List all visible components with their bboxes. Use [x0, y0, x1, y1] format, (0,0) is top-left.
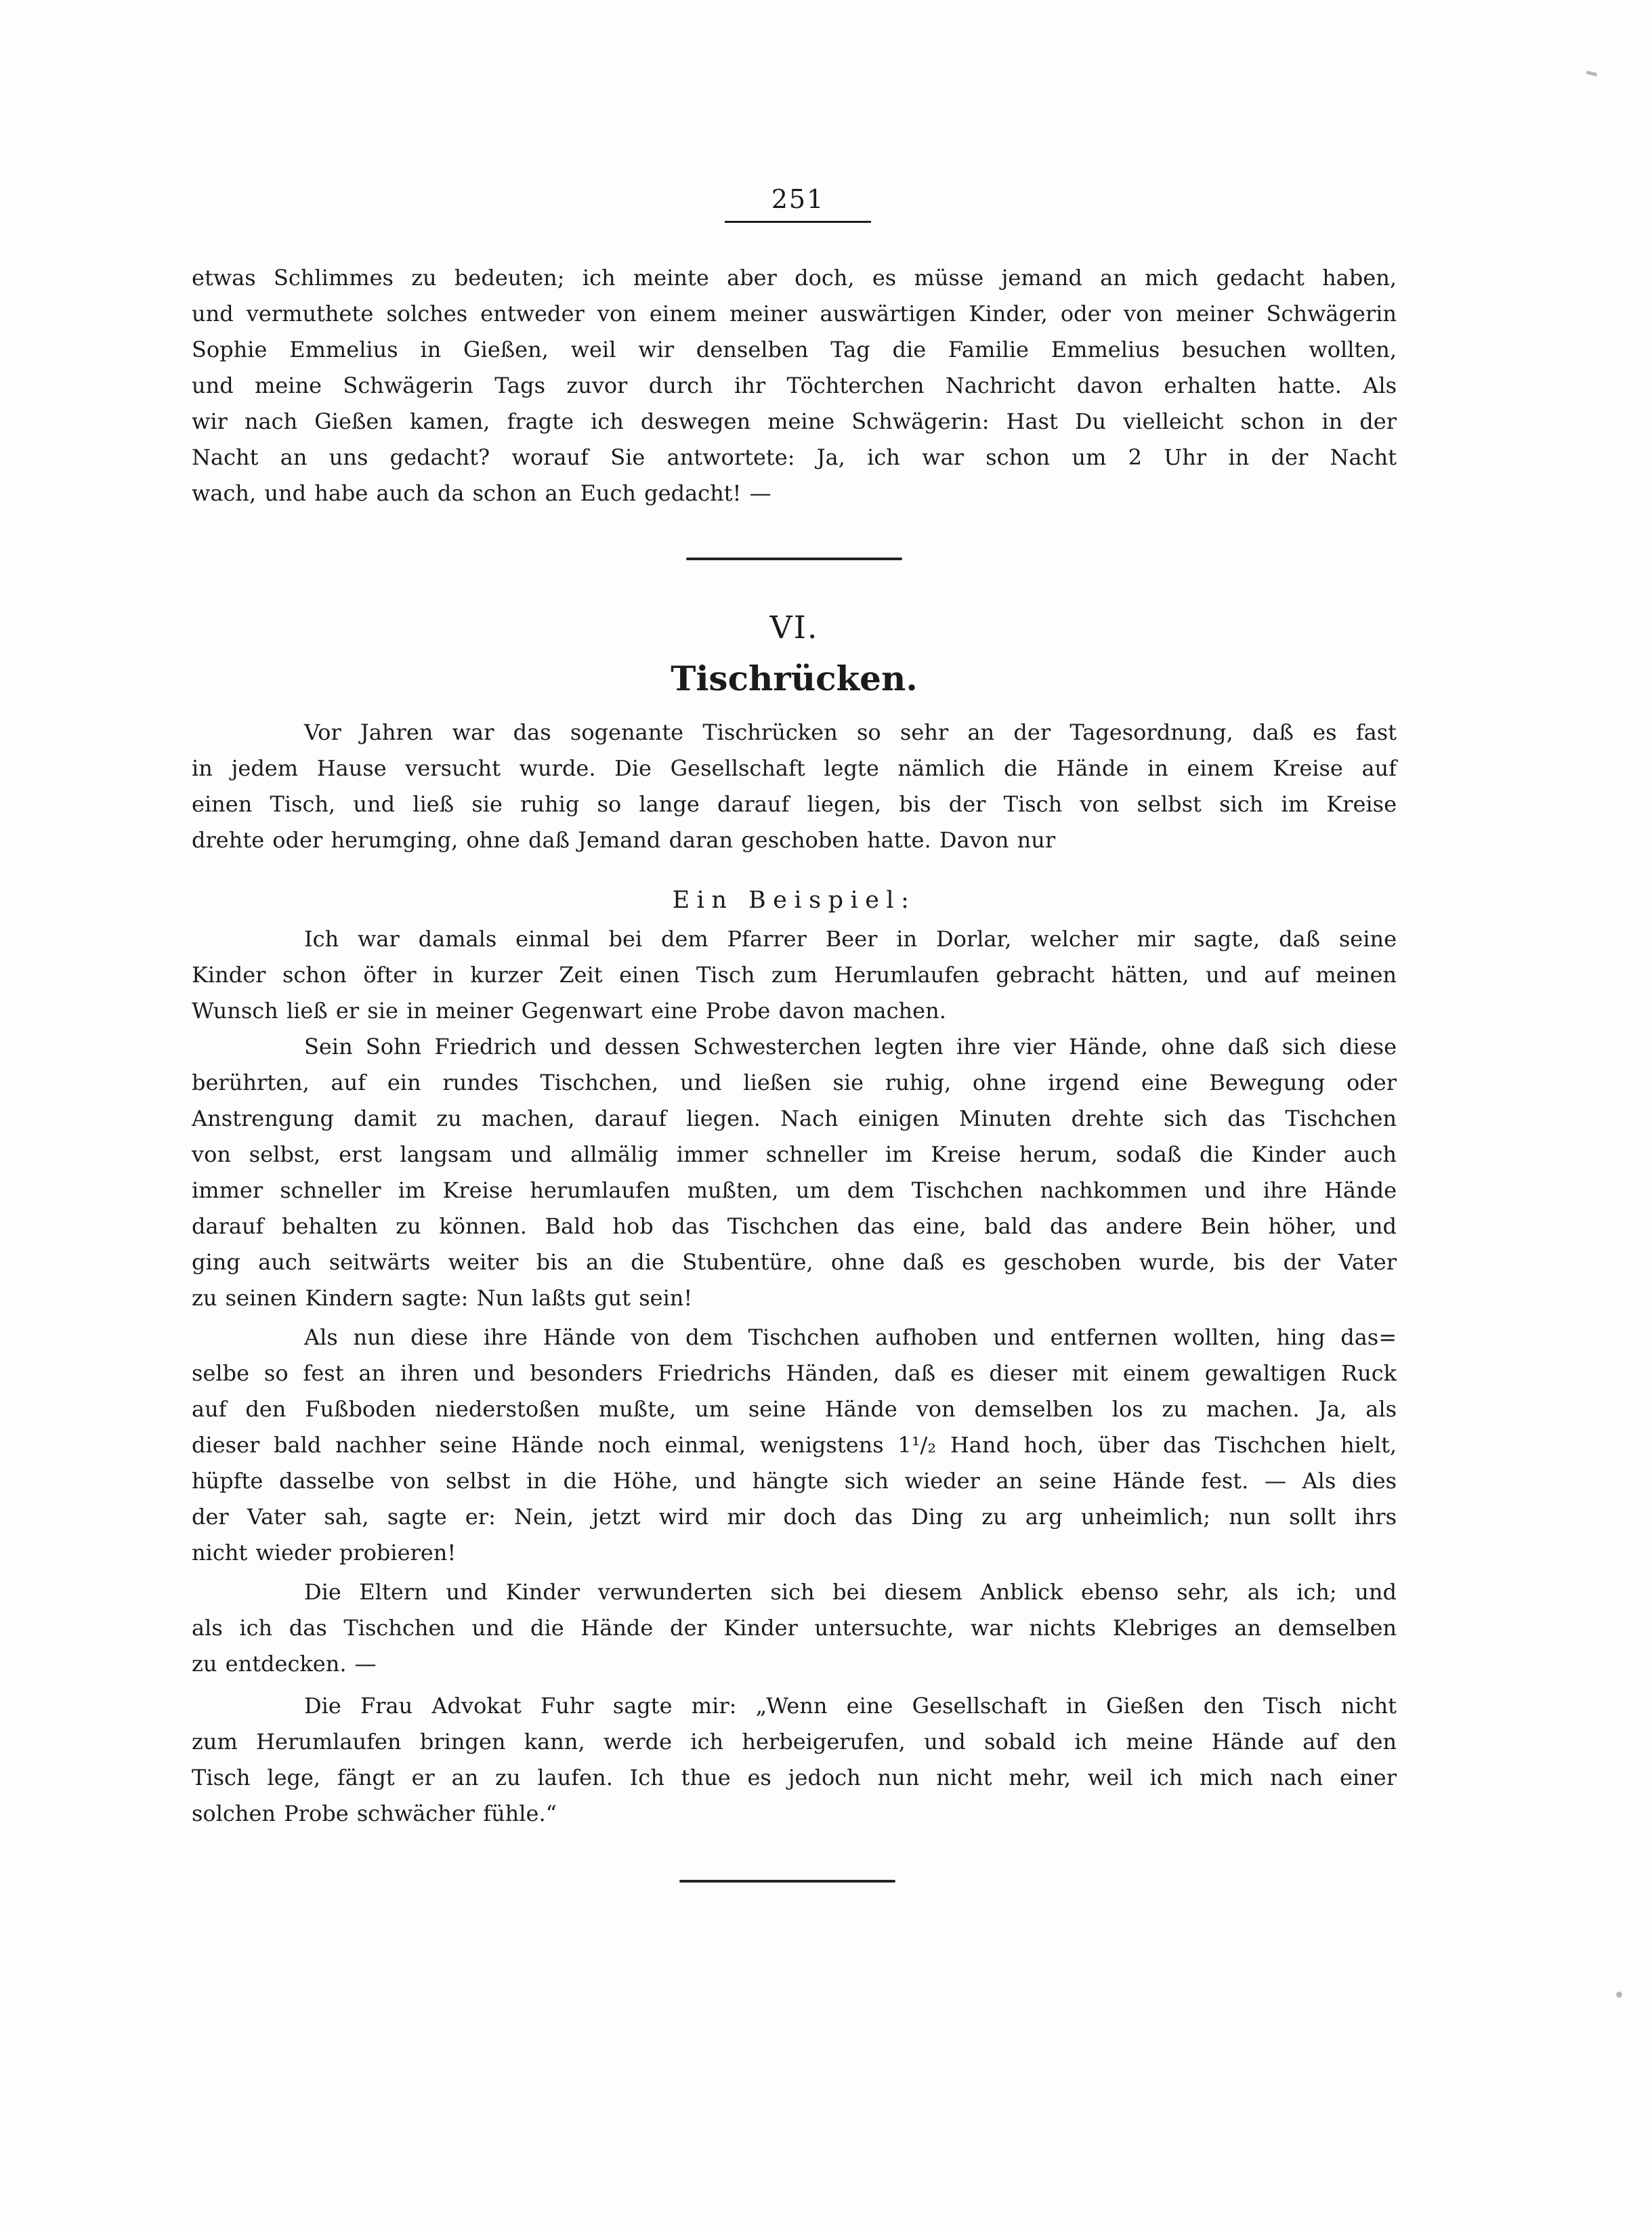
text-line: hüpfte dasselbe von selbst in die Höhe, und hängte sich wieder an seine Hände fest. — Als dies — [192, 1468, 1397, 1494]
continuation-paragraph — [192, 260, 1397, 511]
text-line: immer schneller im Kreise herumlaufen mußten, um dem Tischchen nachkommen und ihre Hände — [192, 1177, 1397, 1203]
text-line: Als nun diese ihre Hände von dem Tischchen aufhoben und entfernen wollten, hing das= — [304, 1324, 1397, 1350]
text-line: Die Eltern und Kinder verwunderten sich bei diesem Anblick ebenso sehr, als ich; und — [304, 1579, 1397, 1605]
text-line: als ich das Tischchen und die Hände der Kinder untersuchte, war nichts Klebriges an demselben — [192, 1615, 1397, 1641]
text-line: in jedem Hause versucht wurde. Die Gesellschaft legte nämlich die Hände in einem Kreise auf — [192, 755, 1397, 781]
chapter-title: Tischrücken. — [671, 658, 918, 698]
text-line: wir nach Gießen kamen, fragte ich deswegen meine Schwägerin: Hast Du vielleicht schon in der — [192, 408, 1397, 434]
section-divider-bottom — [679, 1880, 895, 1883]
text-line: und vermuthete solches entweder von einem meiner auswärtigen Kinder, oder von meiner Schwägerin — [192, 301, 1397, 327]
text-line: wach, und habe auch da schon an Euch gedacht! — — [192, 480, 771, 506]
text-line: auf den Fußboden niederstoßen mußte, um seine Hände von demselben los zu machen. Ja, als — [192, 1396, 1397, 1422]
text-line: darauf behalten zu können. Bald hob das Tischchen das eine, bald das andere Bein höher, und — [192, 1213, 1397, 1239]
text-line: Wunsch ließ er sie in meiner Gegenwart eine Probe davon machen. — [192, 998, 946, 1024]
text-line: von selbst, erst langsam und allmälig immer schneller im Kreise herum, sodaß die Kinder auch — [192, 1141, 1397, 1167]
text-line: selbe so fest an ihren und besonders Friedrichs Händen, daß es dieser mit einem gewaltigen Ruck — [192, 1360, 1397, 1386]
page-header — [725, 186, 871, 223]
text-line: Tisch lege, fängt er an zu laufen. Ich thue es jedoch nun nicht mehr, weil ich mich nach einer — [192, 1765, 1397, 1790]
text-line: Sein Sohn Friedrich und dessen Schwesterchen legten ihre vier Hände, ohne daß sich diese — [304, 1034, 1397, 1059]
text-line: solchen Probe schwächer fühle.“ — [192, 1801, 557, 1826]
experiment-paragraph — [192, 1029, 1397, 1316]
hands-paragraph — [192, 1320, 1397, 1571]
text-line: und meine Schwägerin Tags zuvor durch ihr Töchterchen Nachricht davon erhalten hatte. Als — [192, 373, 1397, 398]
text-line: drehte oder herumging, ohne daß Jemand daran geschoben hatte. Davon nur — [192, 827, 1056, 853]
text-line: Kinder schon öfter in kurzer Zeit einen Tisch zum Herumlaufen gebracht hätten, und auf meinen — [192, 962, 1397, 988]
scan-speck — [1586, 70, 1598, 77]
text-line: einen Tisch, und ließ sie ruhig so lange darauf liegen, bis der Tisch von selbst sich im Kreise — [192, 791, 1397, 817]
astonishment-paragraph — [192, 1574, 1397, 1682]
text-line: zum Herumlaufen bringen kann, werde ich herbeigerufen, und sobald ich meine Hände auf den — [192, 1729, 1397, 1755]
text-line: dieser bald nachher seine Hände noch einmal, wenigstens 1¹/₂ Hand hoch, über das Tischchen hielt, — [192, 1432, 1397, 1458]
text-line: ging auch seitwärts weiter bis an die Stubentüre, ohne daß es geschoben wurde, bis der Vater — [192, 1249, 1397, 1275]
text-line: Anstrengung damit zu machen, darauf liegen. Nach einigen Minuten drehte sich das Tischchen — [192, 1106, 1397, 1131]
text-line: Die Frau Advokat Fuhr sagte mir: „Wenn eine Gesellschaft in Gießen den Tisch nicht — [304, 1693, 1397, 1719]
scan-speck — [1616, 1992, 1622, 1998]
text-line: zu seinen Kindern sagte: Nun laßts gut sein! — [192, 1285, 693, 1311]
chapter-number: VI. — [769, 609, 819, 646]
text-line: berührten, auf ein rundes Tischchen, und ließen sie ruhig, ohne irgend eine Bewegung oder — [192, 1070, 1397, 1095]
example-paragraph — [192, 921, 1397, 1029]
page-number: 251 — [771, 184, 825, 214]
text-line: der Vater sah, sagte er: Nein, jetzt wird mir doch das Ding zu arg unheimlich; nun sollt ihrs — [192, 1504, 1397, 1530]
intro-paragraph — [192, 715, 1397, 858]
section-divider-top — [686, 558, 902, 560]
text-line: etwas Schlimmes zu bedeuten; ich meinte aber doch, es müsse jemand an mich gedacht haben, — [192, 265, 1397, 291]
advokat-paragraph — [192, 1688, 1397, 1832]
text-line: Vor Jahren war das sogenante Tischrücken so sehr an der Tagesordnung, daß es fast — [304, 719, 1397, 745]
text-line: Sophie Emmelius in Gießen, weil wir denselben Tag die Familie Emmelius besuchen wollten, — [192, 337, 1397, 362]
text-line: Ich war damals einmal bei dem Pfarrer Beer in Dorlar, welcher mir sagte, daß seine — [304, 926, 1397, 952]
text-line: Nacht an uns gedacht? worauf Sie antwortete: Ja, ich war schon um 2 Uhr in der Nacht — [192, 444, 1397, 470]
text-line: nicht wieder probieren! — [192, 1540, 457, 1566]
subheading-example: Ein Beispiel: — [672, 887, 916, 914]
text-line: zu entdecken. — — [192, 1651, 377, 1677]
